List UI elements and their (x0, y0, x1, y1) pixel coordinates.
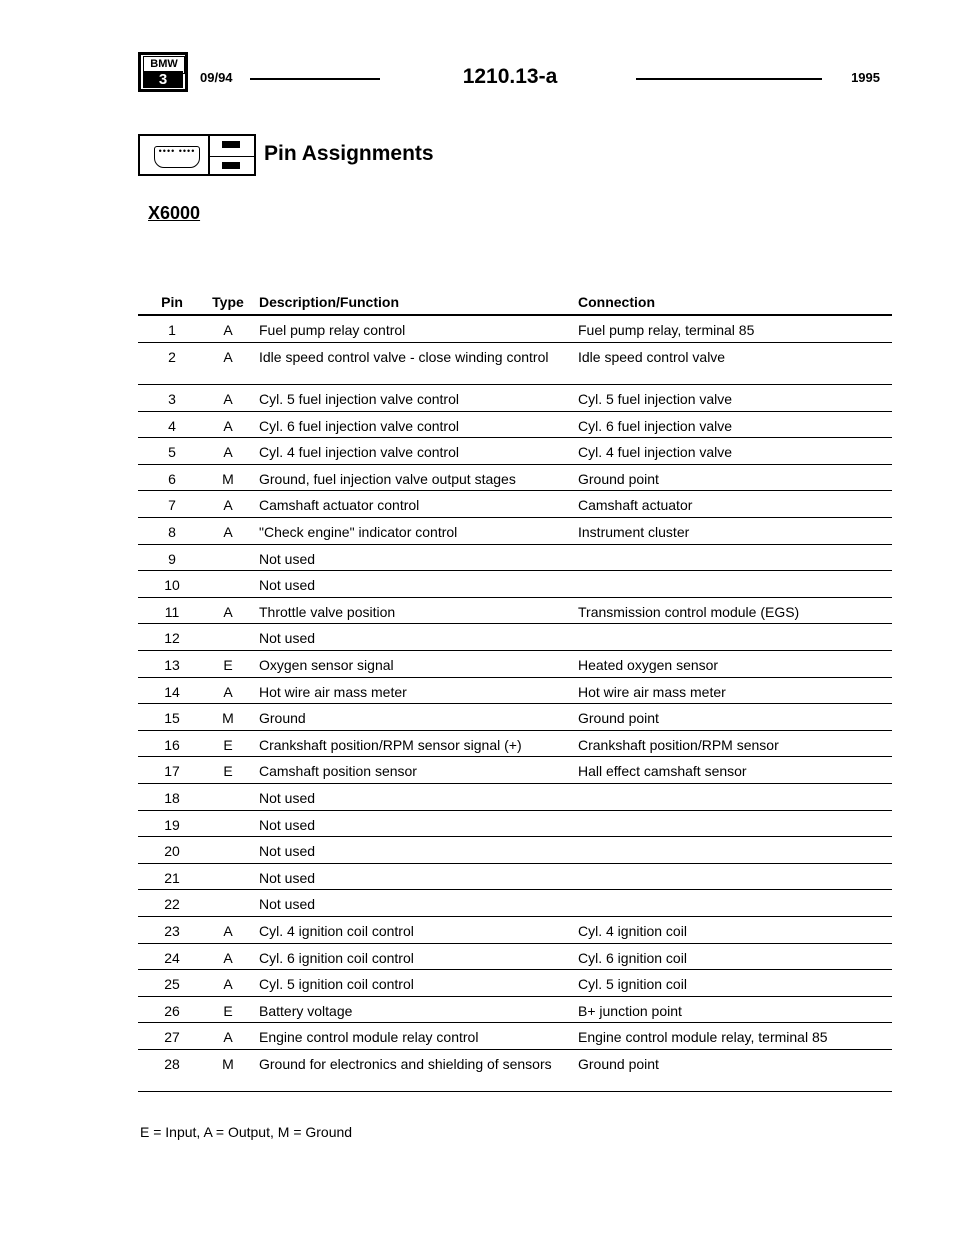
pin-cell: 26 (164, 1002, 180, 1019)
page-header (138, 52, 880, 92)
pin-cell: 19 (164, 816, 180, 833)
type-cell: E (223, 1002, 233, 1019)
table-row (138, 1050, 892, 1093)
type-cell: A (223, 1029, 233, 1046)
pin-cell: 14 (164, 683, 180, 700)
description-cell: Fuel pump relay control (259, 322, 406, 338)
description-cell: Not used (259, 790, 316, 806)
description-cell: Crankshaft position/RPM sensor signal (+) (259, 736, 522, 753)
type-cell: A (223, 348, 233, 365)
connection-cell: Hall effect camshaft sensor (578, 763, 747, 780)
type-cell: E (223, 763, 233, 780)
table-row (138, 704, 892, 731)
table-row (138, 757, 892, 784)
bmw-3-series-logo (138, 52, 188, 92)
table-row (138, 518, 892, 545)
pin-cell: 10 (164, 577, 180, 594)
table-row (138, 343, 892, 386)
description-cell: Not used (259, 630, 316, 647)
description-cell: Not used (259, 843, 316, 860)
table-row (138, 678, 892, 705)
description-cell: Not used (259, 869, 316, 886)
description-cell: Camshaft actuator control (259, 497, 420, 514)
table-row (138, 997, 892, 1024)
connection-cell: Transmission control module (EGS) (578, 603, 800, 620)
type-cell: A (223, 417, 233, 434)
pin-cell: 17 (164, 763, 180, 780)
table-row (138, 491, 892, 518)
connection-cell: Hot wire air mass meter (578, 683, 726, 700)
pin-cell: 22 (164, 896, 180, 913)
description-cell: Not used (259, 816, 316, 833)
type-cell: A (223, 497, 233, 514)
description-cell: Camshaft position sensor (259, 763, 417, 780)
header-rule-left (250, 78, 380, 80)
column-header-pin: Pin (161, 294, 183, 310)
pin-cell: 1 (168, 322, 176, 338)
header-year: 1995 (851, 70, 880, 85)
description-cell: Oxygen sensor signal (259, 657, 394, 674)
type-cell: A (223, 444, 233, 461)
type-cell: M (222, 1055, 234, 1072)
pin-cell: 12 (164, 630, 180, 647)
header-date: 09/94 (200, 70, 233, 85)
table-header (138, 292, 892, 316)
table-row (138, 545, 892, 572)
type-cell: A (223, 524, 233, 541)
connection-cell: Cyl. 4 ignition coil (578, 922, 687, 939)
type-legend: E = Input, A = Output, M = Ground (140, 1124, 353, 1140)
description-cell: Not used (259, 550, 316, 567)
table-row (138, 731, 892, 758)
connection-cell: Ground point (578, 470, 659, 487)
pin-symbol-icon (222, 141, 240, 148)
pin-cell: 23 (164, 922, 180, 939)
description-cell: Battery voltage (259, 1002, 353, 1019)
table-row (138, 784, 892, 811)
pin-cell: 8 (168, 524, 176, 541)
pin-cell: 28 (164, 1055, 180, 1072)
pin-cell: 20 (164, 843, 180, 860)
table-row (138, 598, 892, 625)
description-cell: Hot wire air mass meter (259, 683, 407, 700)
pin-cell: 18 (164, 790, 180, 806)
table-row (138, 571, 892, 598)
description-cell: Cyl. 4 fuel injection valve control (259, 444, 459, 461)
type-cell: A (223, 922, 233, 939)
description-cell: Ground, fuel injection valve output stages (259, 470, 516, 487)
connection-cell: Fuel pump relay, terminal 85 (578, 322, 755, 338)
pin-cell: 21 (164, 869, 180, 886)
table-body (138, 316, 892, 1092)
connection-cell: Instrument cluster (578, 524, 690, 541)
table-row (138, 651, 892, 678)
pin-cell: 15 (164, 710, 180, 727)
pin-cell: 5 (168, 444, 176, 461)
pin-cell: 16 (164, 736, 180, 753)
pin-cell: 2 (168, 348, 176, 365)
pin-cell: 3 (168, 391, 176, 408)
connection-cell: Idle speed control valve (578, 348, 726, 365)
connection-cell: Cyl. 5 fuel injection valve (578, 391, 733, 408)
logo-bottom-text: 3 (143, 71, 183, 88)
table-row (138, 1023, 892, 1050)
table-row (138, 944, 892, 971)
document-code: 1210.13-a (462, 65, 558, 88)
table-row (138, 917, 892, 944)
connection-cell: Ground point (578, 710, 659, 727)
description-cell: Cyl. 6 fuel injection valve control (259, 417, 459, 434)
connection-cell: Camshaft actuator (578, 497, 693, 514)
connection-cell: B+ junction point (578, 1002, 682, 1019)
pin-cell: 24 (164, 949, 180, 966)
pin-cell: 25 (164, 976, 180, 993)
description-cell: Cyl. 6 ignition coil control (259, 949, 414, 966)
table-row (138, 837, 892, 864)
description-cell: Throttle valve position (259, 603, 396, 620)
description-cell: Cyl. 4 ignition coil control (259, 922, 414, 939)
description-cell: Idle speed control valve - close winding control (259, 348, 549, 365)
pin-assignment-table (138, 292, 892, 1092)
description-cell: Engine control module relay control (259, 1029, 479, 1046)
column-header-connection: Connection (578, 294, 655, 310)
description-cell: Ground for electronics and shielding of sensors (259, 1055, 552, 1072)
pin-symbol-icon-lower (222, 162, 240, 169)
type-cell: M (222, 710, 234, 727)
pin-cell: 7 (168, 497, 176, 514)
table-row (138, 811, 892, 838)
description-cell: Cyl. 5 ignition coil control (259, 976, 414, 993)
description-cell: Ground (259, 710, 306, 727)
table-row (138, 438, 892, 465)
pin-cell: 11 (164, 603, 180, 620)
connection-cell: Cyl. 6 ignition coil (578, 949, 687, 966)
pin-cell: 27 (164, 1029, 180, 1046)
connector-code: X6000 (148, 203, 201, 223)
connection-cell: Cyl. 5 ignition coil (578, 976, 687, 993)
description-cell: "Check engine" indicator control (259, 524, 458, 541)
header-rule-right (636, 78, 822, 80)
connection-cell: Cyl. 4 fuel injection valve (578, 444, 733, 461)
pin-symbol-divider (210, 156, 254, 157)
table-row (138, 864, 892, 891)
type-cell: A (223, 683, 233, 700)
table-row (138, 970, 892, 997)
type-cell: A (223, 391, 233, 408)
pin-cell: 6 (168, 470, 176, 487)
table-row (138, 624, 892, 651)
pin-symbol-box (210, 134, 256, 176)
section-title: Pin Assignments (264, 142, 434, 165)
description-cell: Not used (259, 896, 316, 913)
type-cell: M (222, 470, 234, 487)
type-cell: A (223, 603, 233, 620)
connection-cell: Heated oxygen sensor (578, 657, 719, 674)
type-cell: A (223, 322, 233, 338)
pin-cell: 4 (168, 417, 176, 434)
connection-cell: Crankshaft position/RPM sensor (578, 736, 779, 753)
type-cell: A (223, 949, 233, 966)
connection-cell: Ground point (578, 1055, 659, 1072)
logo-top-text: BMW (143, 56, 185, 74)
pin-cell: 9 (168, 550, 176, 567)
table-row (138, 316, 892, 343)
column-header-description: Description/Function (259, 294, 399, 310)
connector-icon: •••• •••• (154, 146, 200, 168)
type-cell: E (223, 657, 233, 674)
table-row (138, 385, 892, 412)
description-cell: Cyl. 5 fuel injection valve control (259, 391, 459, 408)
description-cell: Not used (259, 577, 316, 594)
table-row (138, 465, 892, 492)
type-cell: E (223, 736, 233, 753)
connection-cell: Engine control module relay, terminal 85 (578, 1029, 828, 1046)
column-header-type: Type (212, 294, 244, 310)
pin-cell: 13 (164, 657, 180, 674)
table-row (138, 890, 892, 917)
connector-box (138, 134, 210, 176)
type-cell: A (223, 976, 233, 993)
table-row (138, 412, 892, 439)
connection-cell: Cyl. 6 fuel injection valve (578, 417, 733, 434)
